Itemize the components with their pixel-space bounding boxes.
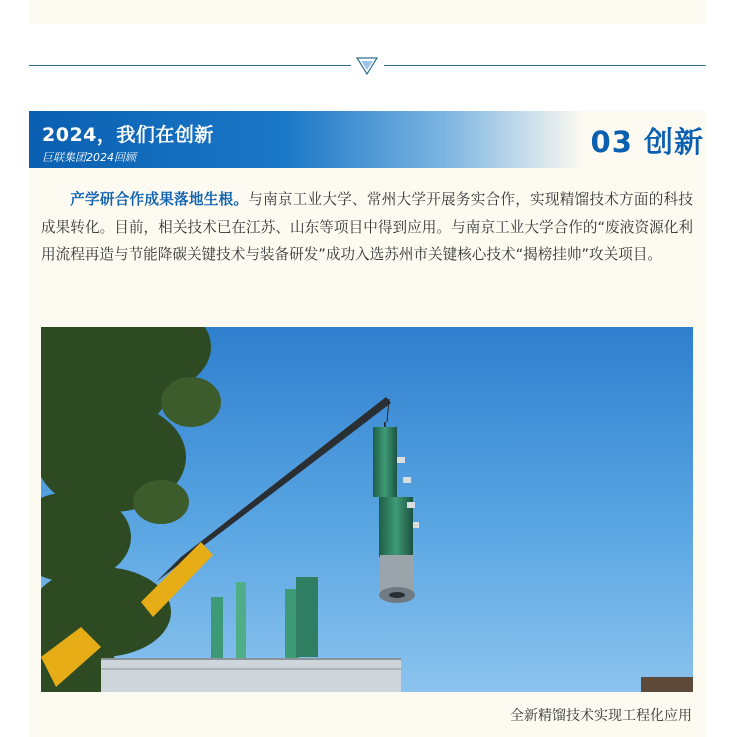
photo-illustration — [41, 327, 693, 692]
photo-caption: 全新精馏技术实现工程化应用 — [510, 708, 692, 724]
previous-section-card — [29, 0, 706, 24]
article-paragraph — [41, 186, 693, 269]
section-label: 03 创新 — [590, 125, 704, 159]
paragraph-body: 与南京工业大学、常州大学开展务实合作，实现精馏技术方面的科技成果转化。目前，相关技术已在江苏、山东等项目中得到应用。与南京工业大学合作的“废液资源化利用流程再造与节能降碳关键技术与装备研发”成功入选苏州市关键核心技术“揭榜挂帅”攻关项目。 — [41, 191, 693, 263]
divider-line-right — [384, 65, 706, 66]
section-divider — [29, 56, 706, 78]
divider-line-left — [29, 65, 351, 66]
innovation-section — [29, 111, 706, 737]
section-banner — [29, 111, 706, 168]
triangle-down-icon — [356, 56, 378, 76]
banner-title: 2024，我们在创新 — [42, 124, 214, 146]
banner-subtitle: 巨联集团2024回顾 — [42, 151, 136, 164]
paragraph-lead: 产学研合作成果落地生根。 — [70, 191, 249, 208]
crane-column-photo — [41, 327, 693, 692]
